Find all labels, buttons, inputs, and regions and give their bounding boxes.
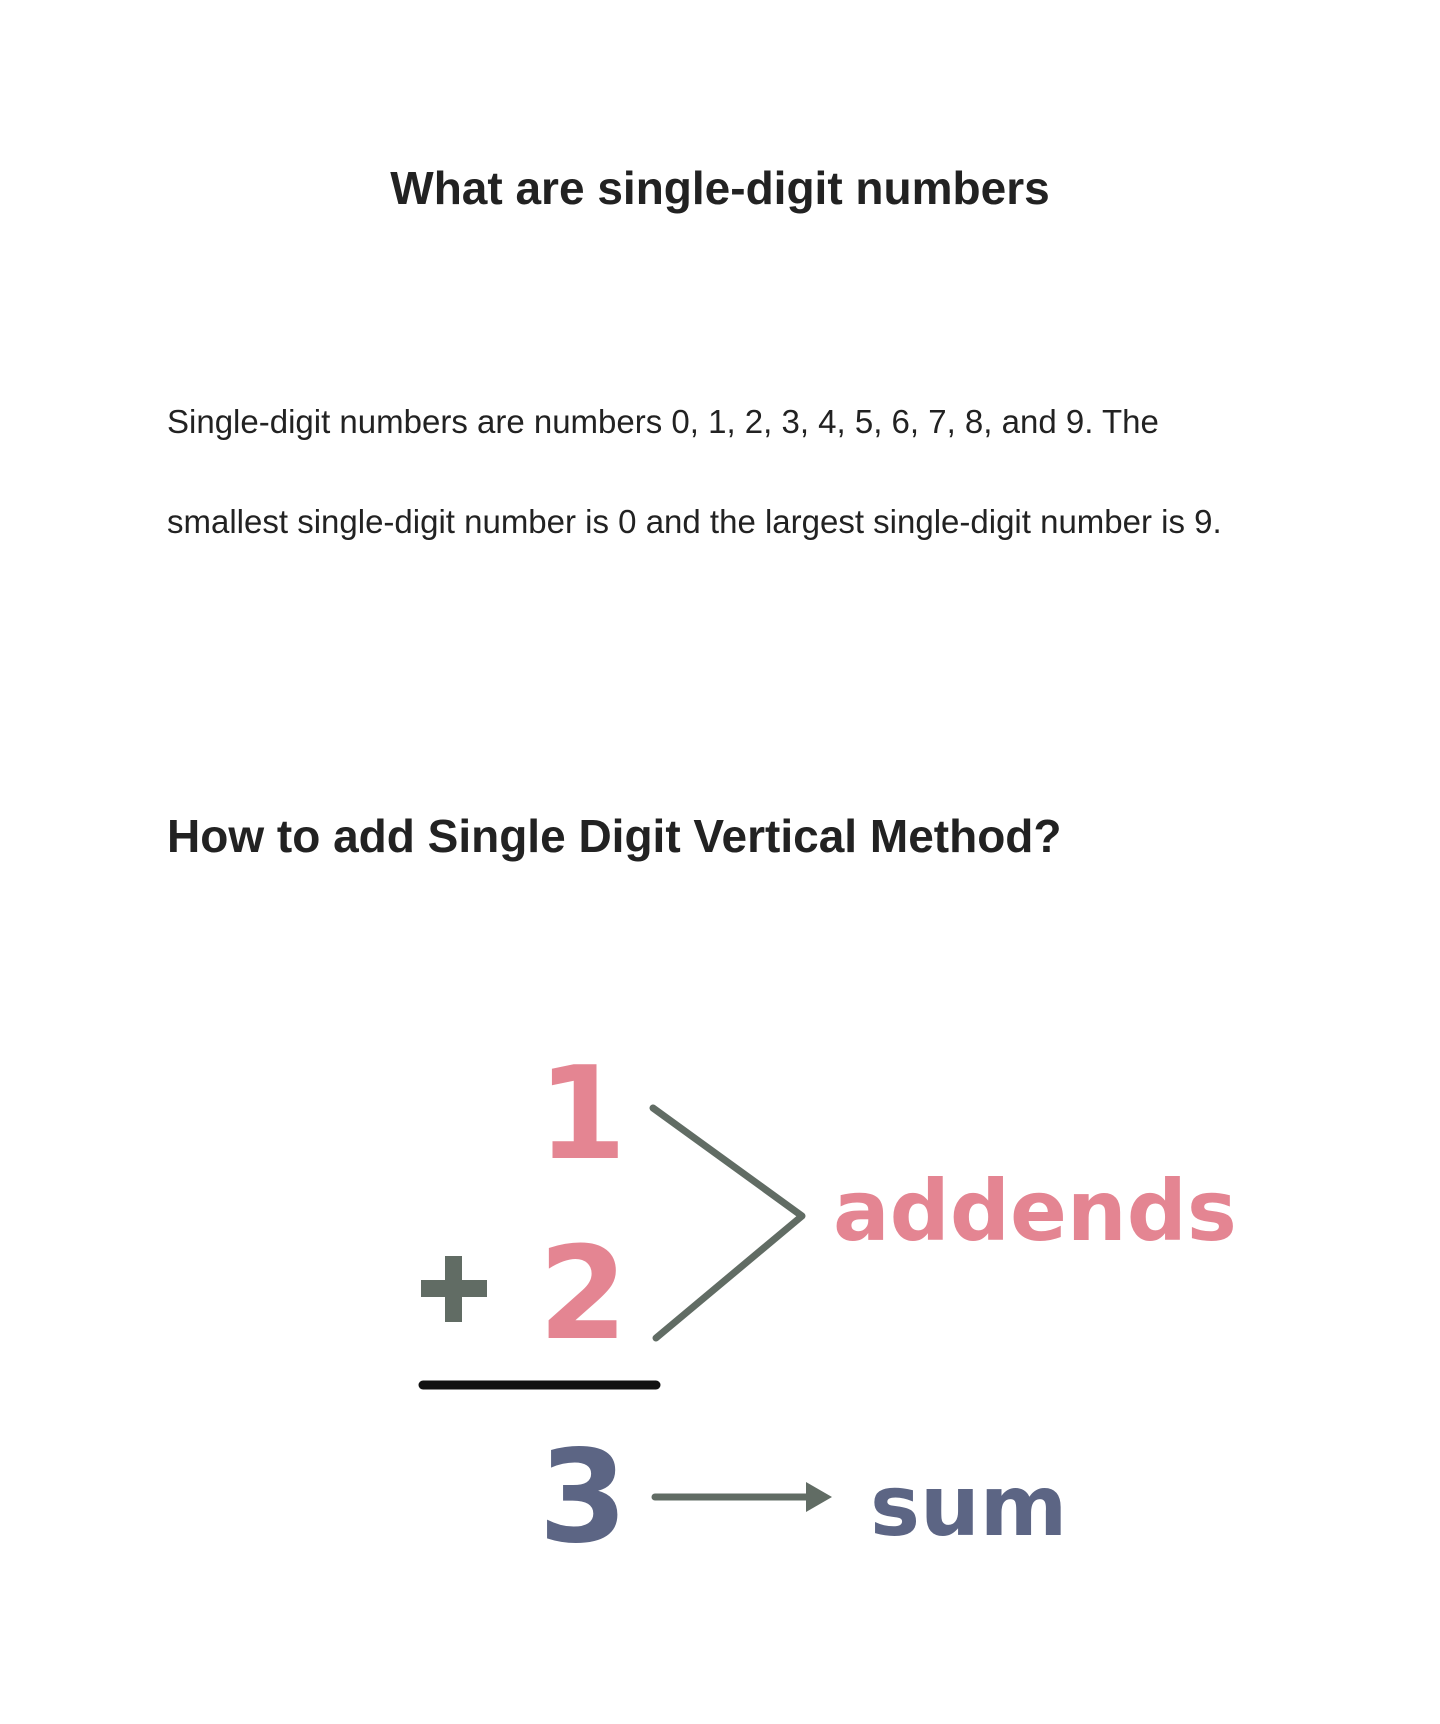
section-heading: How to add Single Digit Vertical Method? <box>167 810 1062 862</box>
plus-sign-icon <box>421 1256 487 1322</box>
addend-top: 1 <box>537 1040 627 1189</box>
addend-bottom: 2 <box>538 1220 628 1369</box>
right-arrow-icon <box>655 1482 832 1512</box>
intro-paragraph: Single-digit numbers are numbers 0, 1, 2, 3, 4, 5, 6, 7, 8, and 9. The smallest single-digit number is 0 and the largest single-digit number is 9. <box>167 403 1222 540</box>
sum-label: sum <box>870 1457 1068 1555</box>
addends-label: addends <box>833 1162 1237 1260</box>
addends-bracket <box>653 1108 802 1338</box>
page-title: What are single-digit numbers <box>390 162 1050 214</box>
result-number: 3 <box>538 1423 628 1572</box>
